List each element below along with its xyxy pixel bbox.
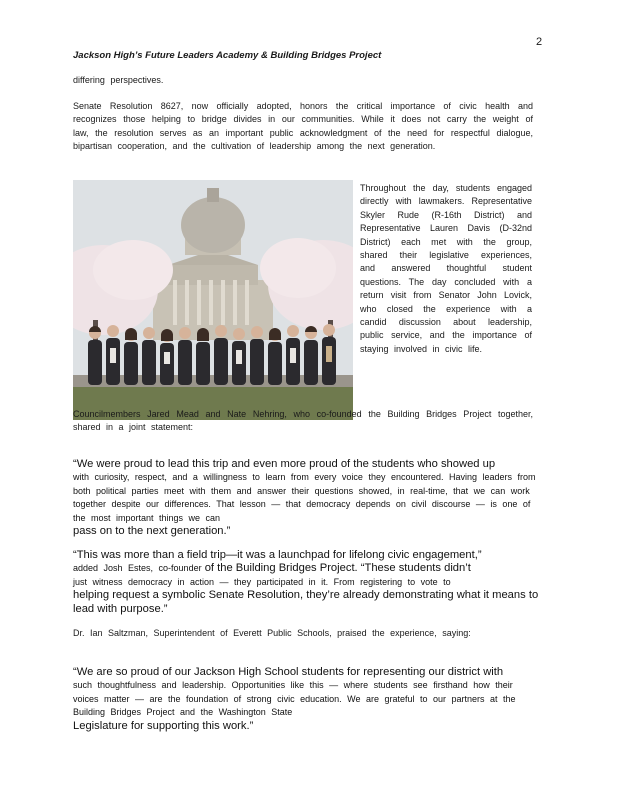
capitol-lantern: [207, 188, 219, 202]
resolution-paragraph: Senate Resolution 8627, now officially adopted, honors the critical importance of civic health and recognizes those helping to bridge divides in our communities. While it does not carry the weight of law, the resolution serves as an important public acknowledgment of the need for respectful dialogue, bipartisan cooperation, and the cultivation of leadership among the next generation.: [73, 101, 533, 152]
running-header: Jackson High’s Future Leaders Academy & Building Bridges Project: [73, 50, 382, 61]
capitol-group-photo: [73, 180, 353, 420]
page-number: 2: [536, 36, 543, 48]
quote-body: with curiosity, respect, and a willingness to learn from every voice they encountered. Having leaders from both political parties meet with them and answer their questions showed, in real-time, that we can work together despite our differences. That lesson — that democracy depends on civil discourse — is one of the most important things we can: [73, 472, 536, 523]
quote-line: helping request a symbolic Senate Resolution, they’re already demonstrating what it means to lead with purpose.”: [73, 589, 539, 615]
quote-attribution: added Josh Estes, co-founder: [73, 563, 202, 574]
quote-estes: [73, 549, 541, 616]
council-paragraph: Councilmembers Jared Mead and Nate Nehring, who co-founded the Building Bridges Project together, shared in a joint statement:: [73, 409, 533, 433]
quote-body: such thoughtfulness and leadership. Opportunities like this — where students see firsthand how their voices matter — are the foundation of strong civic education. We are grateful to our partners at the Building Bridges Project and the Washington State: [73, 680, 516, 718]
quote-line-rest: of the Building Bridges Project. “These students didn’t: [204, 562, 471, 575]
quote-line: Legislature for supporting this work.”: [73, 719, 254, 732]
quote-line: “We were proud to lead this trip and even more proud of the students who showed up: [73, 458, 496, 470]
fragment-paragraph: differing perspectives.: [73, 75, 164, 85]
quote-line: [73, 562, 541, 575]
quote-line: pass on to the next generation.”: [73, 525, 231, 538]
quote-body: just witness democracy in action — they participated in it. From registering to vote to: [73, 576, 451, 587]
quote-saltzman: [73, 666, 541, 733]
quote-mead-nehring: [73, 458, 541, 538]
capitol-dome: [181, 197, 245, 253]
quote-line: “This was more than a field trip—it was a launchpad for lifelong civic engagement,”: [73, 549, 482, 561]
sidebar-paragraph: Throughout the day, students engaged directly with lawmakers. Representative Skyler Rude (R-16th District) and Representative Lauren Davis (D-32nd District) each met with the group, shared their legislative experiences, and answered thoughtful student questions. The day concluded with a return visit from Senator John Lovick, who closed the experience with a candid discussion about leadership, public service, and the importance of staying involved in civic life.: [360, 183, 532, 354]
saltzman-paragraph: Dr. Ian Saltzman, Superintendent of Everett Public Schools, praised the experience, saying:: [73, 628, 471, 638]
photo-illustration: [73, 180, 353, 420]
quote-line: “We are so proud of our Jackson High School students for representing our district with: [73, 666, 504, 678]
